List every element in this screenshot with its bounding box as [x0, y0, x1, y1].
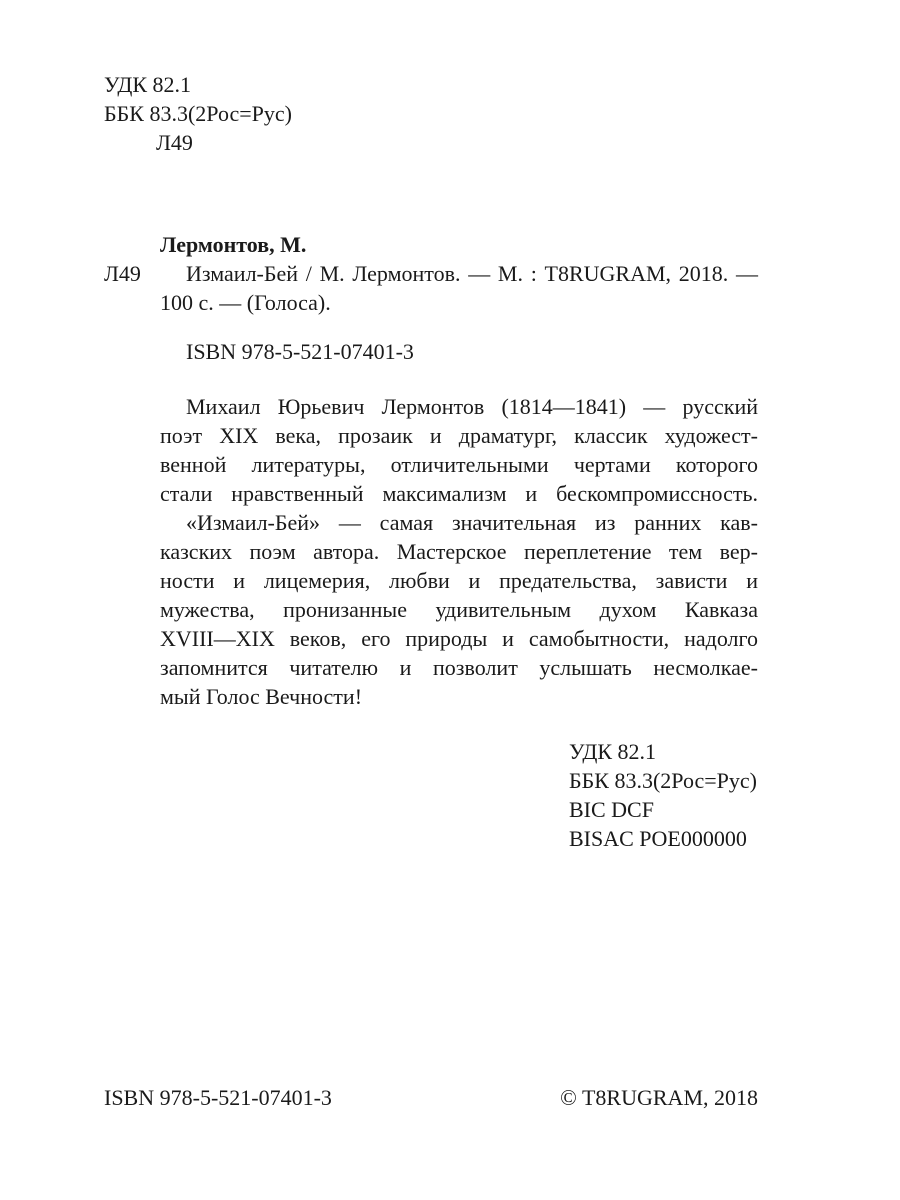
bibliographic-description-line-1: Измаил-Бей / М. Лермонтов. — М. : T8RUGRAM, 2018. — [186, 261, 758, 286]
annotation-line: венной литературы, отличительными чертами которого [160, 452, 758, 477]
annotation-line: казских поэм автора. Мастерское переплетение тем вер- [160, 539, 758, 564]
right-classification-block [569, 737, 757, 853]
isbn-line: ISBN 978-5-521-07401-3 [186, 339, 414, 364]
annotation-line: Михаил Юрьевич Лермонтов (1814—1841) — русский [186, 394, 758, 419]
annotation-paragraph-2 [160, 508, 758, 711]
bisac-code: BISAC POE000000 [569, 826, 747, 851]
annotation-line: мужества, пронизанные удивительным духом Кавказа [160, 597, 758, 622]
top-classification-block [104, 70, 292, 157]
annotation-line: стали нравственный максимализм и бескомпромиссность. [160, 481, 758, 506]
annotation-line: поэт XIX века, прозаик и драматург, классик художест- [160, 423, 758, 448]
bibliographic-description-line-2: 100 с. — (Голоса). [160, 290, 331, 315]
udk-code: УДК 82.1 [569, 739, 657, 764]
bbk-code: ББК 83.3(2Рос=Рус) [569, 768, 757, 793]
author-name: Лермонтов, М. [160, 232, 307, 257]
annotation-line: ности и лицемерия, любви и предательства, зависти и [160, 568, 758, 593]
annotation-line: мый Голос Вечности! [160, 684, 363, 709]
annotation [160, 392, 758, 711]
annotation-paragraph-1 [160, 392, 758, 508]
annotation-line: «Измаил-Бей» — самая значительная из ранних кав- [186, 510, 758, 535]
udk-code: УДК 82.1 [104, 72, 192, 97]
bic-code: BIC DCF [569, 797, 654, 822]
bbk-code: ББК 83.3(2Рос=Рус) [104, 101, 292, 126]
cutter-mark: Л49 [104, 261, 141, 286]
footer-copyright: © T8RUGRAM, 2018 [560, 1085, 758, 1110]
footer-isbn: ISBN 978-5-521-07401-3 [104, 1085, 332, 1110]
annotation-line: запомнится читателю и позволит услышать несмолкае- [160, 655, 758, 680]
annotation-line: XVIII—XIX веков, его природы и самобытности, надолго [160, 626, 758, 651]
cutter-code: Л49 [156, 130, 193, 155]
